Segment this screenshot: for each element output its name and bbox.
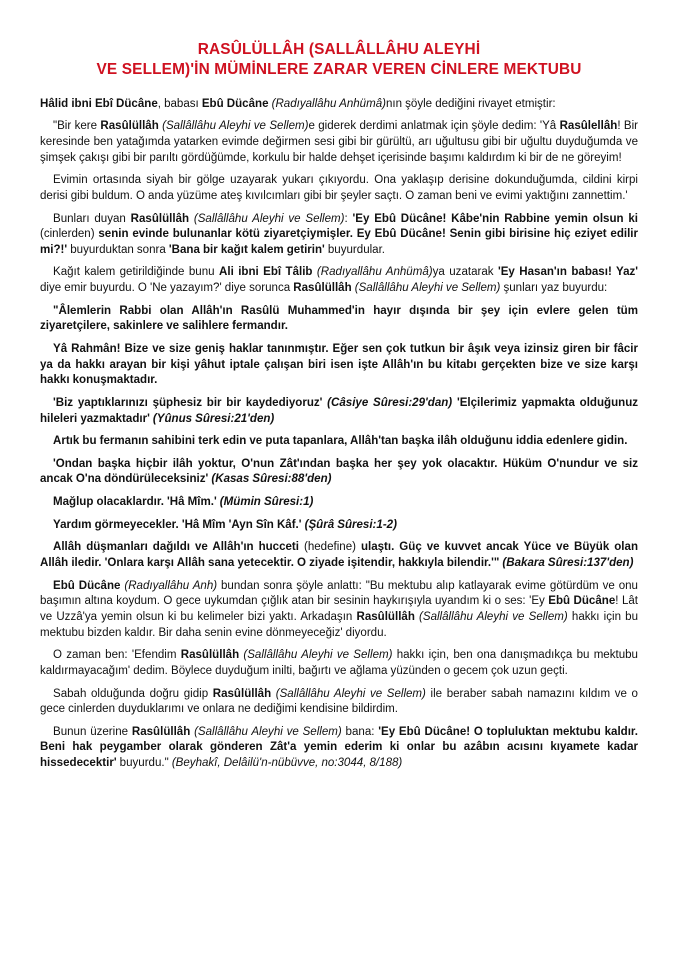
text-run: Bunları duyan <box>53 212 131 225</box>
text-run: 'Elçilerimiz yapmakta olduğunuz hileleri yazmaktadır' <box>40 396 639 425</box>
paragraph <box>40 265 638 296</box>
text-run: senin evinde bulunanlar kötü ziyaretçiymişler. Ey Ebû Dücâne! Senin gibi birisine hiç eziyet edilir mi?!' <box>40 228 638 256</box>
paragraph <box>40 342 638 389</box>
text-run: Rasûlüllâh <box>130 212 190 225</box>
text-run: Rasûlüllâh <box>100 120 159 133</box>
text-run: Ebû Dücâne <box>53 579 121 592</box>
text-run: , babası <box>157 97 202 110</box>
text-run: (Mümin Sûresi:1) <box>216 496 314 509</box>
page-title-line-2: VE SELLEM)'İN MÜMİNLERE ZARAR VEREN CİNLERE MEKTUBU <box>96 61 582 79</box>
text-run: Ebû Dücâne <box>548 595 616 608</box>
text-run: buyurduktan sonra <box>67 243 169 256</box>
text-run: hakkı için bu mektubu bizden kaldır. Bir daha senin evine dönmeyeceğiz' diyordu. <box>40 610 638 639</box>
text-run: (Bakara Sûresi:137'den) <box>499 557 634 570</box>
text-run: 'Bana bir kağıt kalem getirin' <box>168 243 325 256</box>
text-run: Allâh düşmanları dağıldı ve Allâh'ın hucceti <box>53 541 304 554</box>
text-run: Yardım görmeyecekler. 'Hâ Mîm 'Ayn Sîn Kâf.' <box>53 518 302 531</box>
text-run: Rasûlüllâh <box>131 725 191 738</box>
text-run: 'Ey Hasan'ın babası! Yaz' <box>497 266 639 279</box>
text-run: "Âlemlerin Rabbi olan Allâh'ın Rasûlü Muhammed'in hayır dışında bir şey için evlere gelen tüm ziyaretçilere, sakinlere ve salihlere fermandır. <box>40 304 638 333</box>
text-run: (Yûnus Sûresi:21'den) <box>149 412 275 425</box>
text-run: ile beraber sabah namazını kıldım ve o gece cinlerden duyduklarımı ve onlara ne dediğimi kendisine bildirdim. <box>40 687 638 716</box>
text-run: 'Biz yaptıklarınızı şüphesiz bir bir kaydediyoruz' <box>53 396 323 409</box>
paragraph <box>40 119 638 166</box>
text-run: O zaman ben: 'Efendim <box>53 649 181 662</box>
text-run: Hâlid ibni Ebî Dücâne <box>40 97 158 110</box>
text-run: Mağlup olacaklardır. 'Hâ Mîm.' <box>53 496 217 509</box>
paragraph <box>40 725 638 772</box>
text-run: ya uzatarak <box>432 266 498 279</box>
paragraph <box>40 212 638 259</box>
page-title <box>40 40 638 81</box>
paragraph <box>40 304 638 335</box>
text-run: 'Ey Ebû Dücâne! Kâbe'nin Rabbine yemin olsun ki <box>352 212 638 225</box>
text-run: (Sallâllâhu Aleyhi ve Sellem) <box>414 610 568 623</box>
text-run: (Sallâllâhu Aleyhi ve Sellem) <box>189 212 345 225</box>
paragraph <box>40 173 638 204</box>
text-run: Rasûlüllâh <box>180 649 240 662</box>
text-run: Ali ibni Ebî Tâlib <box>219 266 313 279</box>
text-run: "Bir kere <box>53 120 101 133</box>
text-run: (Kasas Sûresi:88'den) <box>208 473 332 486</box>
text-run: Yâ Rahmân! Bize ve size geniş haklar tanınmıştır. Eğer sen çok tutkun bir âşık veya izinsiz giren bir fâcir ya da hakkı arayan bir kişi yâhut iptale çalışan biri isen işte Allâh'ın bu kitabı gerçekten bize ve size karşı hakkı konuşmaktadır. <box>40 342 638 387</box>
text-run: (Câsiye Sûresi:29'dan) <box>322 396 453 409</box>
text-run: (Radıyallâhu Anh) <box>120 579 218 592</box>
text-run: 'Ey Ebû Dücâne! O topluluktan mektubu kaldır. Beni hak peygamber olarak gönderen Zât'a yemin ederim ki onlar bu azâbın acısını kıyamete kadar hissedecektir' <box>40 725 638 770</box>
paragraph <box>40 434 638 450</box>
text-run: (Sallâllâhu Aleyhi ve Sellem) <box>190 725 342 738</box>
text-run: (hedefine) <box>303 541 356 554</box>
text-run: ! Bir keresinde ben yatağımda yatarken evimde değirmen sesi gibi bir gürültü, arı uğultusu gibi bir uğultu duyduğumda ve şimşek çakışı gibi bir parıltı gördüğümde, korkulu bir halde dehşet içerisinde başımı kaldırdım ki bir de ne göreyim! <box>40 120 639 164</box>
text-run: (Beyhakî, Delâilü'n-nübüvve, no:3044, 8/188) <box>171 757 403 770</box>
text-run: bundan sonra şöyle anlattı: "Bu mektubu alıp katlayarak evime götürdüm ve onu başımın altına koydum. O gece uykumdan çığlık atan bir sesinin haykırışıyla uyandım ki o ses: 'Ey <box>40 579 638 608</box>
text-run: Rasûlüllâh <box>356 610 415 623</box>
text-run: Evimin ortasında siyah bir gölge uzayarak yukarı çıkıyordu. Ona yaklaşıp derisine dokunduğumda, cildini kirpi derisi gibi buldum. O anda yüzüme ateş kıvılcımları gibi bir şeyler saçtı. O zaman beni ve evimi yaktığını zannettim.' <box>40 174 638 202</box>
text-run: (Sallâllâhu Aleyhi ve Sellem) <box>158 120 309 133</box>
text-run: hakkı için, ben ona danışmadıkça bu mektubu kaldırmayacağım' dedim. Böylece duyduğum inilti, bağırtı ve ağlama yüzünden o gecem çok uzun geçti. <box>40 649 638 677</box>
text-run: nın şöyle dediğini rivayet etmiştir: <box>385 97 556 110</box>
paragraph <box>40 396 638 427</box>
paragraph <box>40 97 638 113</box>
text-run: e giderek derdimi anlatmak için şöyle dedim: 'Yâ <box>308 120 560 133</box>
text-run: Rasûlellâh <box>559 120 618 133</box>
text-run: Kağıt kalem getirildiğinde bunu <box>53 266 220 279</box>
text-run: (cinlerden) <box>40 228 95 241</box>
text-run: : <box>344 212 353 225</box>
paragraph <box>40 579 638 642</box>
text-run: (Sallâllâhu Aleyhi ve Sellem) <box>271 687 426 700</box>
text-run: Artık bu fermanın sahibini terk edin ve puta tapanlara, Allâh'tan başka ilâh olduğunu iddia edenlere gidin. <box>53 435 628 448</box>
text-run: Ebû Dücâne <box>201 97 269 110</box>
text-run: (Sallâllâhu Aleyhi ve Sellem) <box>239 649 393 662</box>
text-run: buyurdu." <box>116 757 172 770</box>
text-run: şunları yaz buyurdu: <box>500 282 608 295</box>
text-run: diye emir buyurdu. O 'Ne yazayım?' diye sorunca <box>40 282 294 295</box>
paragraph <box>40 648 638 679</box>
text-run: (Radıyallâhu Anhümâ) <box>312 266 433 279</box>
paragraph <box>40 687 638 718</box>
text-run: bana: <box>341 725 379 738</box>
text-run: ulaştı. Güç ve kuvvet ancak Yüce ve Büyük olan Allâh iledir. 'Onlara karşı Allâh sana yetecektir. O ziyade işitendir, hakkıyla bilendir.'" <box>40 541 638 570</box>
text-run: Rasûlüllâh <box>293 282 352 295</box>
text-run: 'Ondan başka hiçbir ilâh yoktur, O'nun Zât'ından başka her şey yok olacaktır. Hüküm O'nundur ve siz ancak O'na döndürüleceksiniz' <box>40 457 638 486</box>
text-run: ! Lât ve Uzzâ'ya yemin olsun ki bu kelimeler bizi yaktı. Arkadaşın <box>40 595 638 623</box>
text-run: (Şûrâ Sûresi:1-2) <box>301 518 397 531</box>
paragraph <box>40 518 638 534</box>
text-run: buyurdular. <box>324 243 386 256</box>
text-run: Rasûlüllâh <box>212 687 272 700</box>
page-title-line-1: RASÛLÜLLÂH (SALLÂLLÂHU ALEYHİ <box>197 41 481 58</box>
document-body <box>40 97 638 772</box>
text-run: (Radıyallâhu Anhümâ) <box>268 97 386 110</box>
paragraph <box>40 495 638 511</box>
text-run: Bunun üzerine <box>53 725 132 738</box>
text-run: (Sallâllâhu Aleyhi ve Sellem) <box>351 282 501 295</box>
paragraph <box>40 540 638 571</box>
text-run: Sabah olduğunda doğru gidip <box>53 687 213 700</box>
paragraph <box>40 457 638 488</box>
